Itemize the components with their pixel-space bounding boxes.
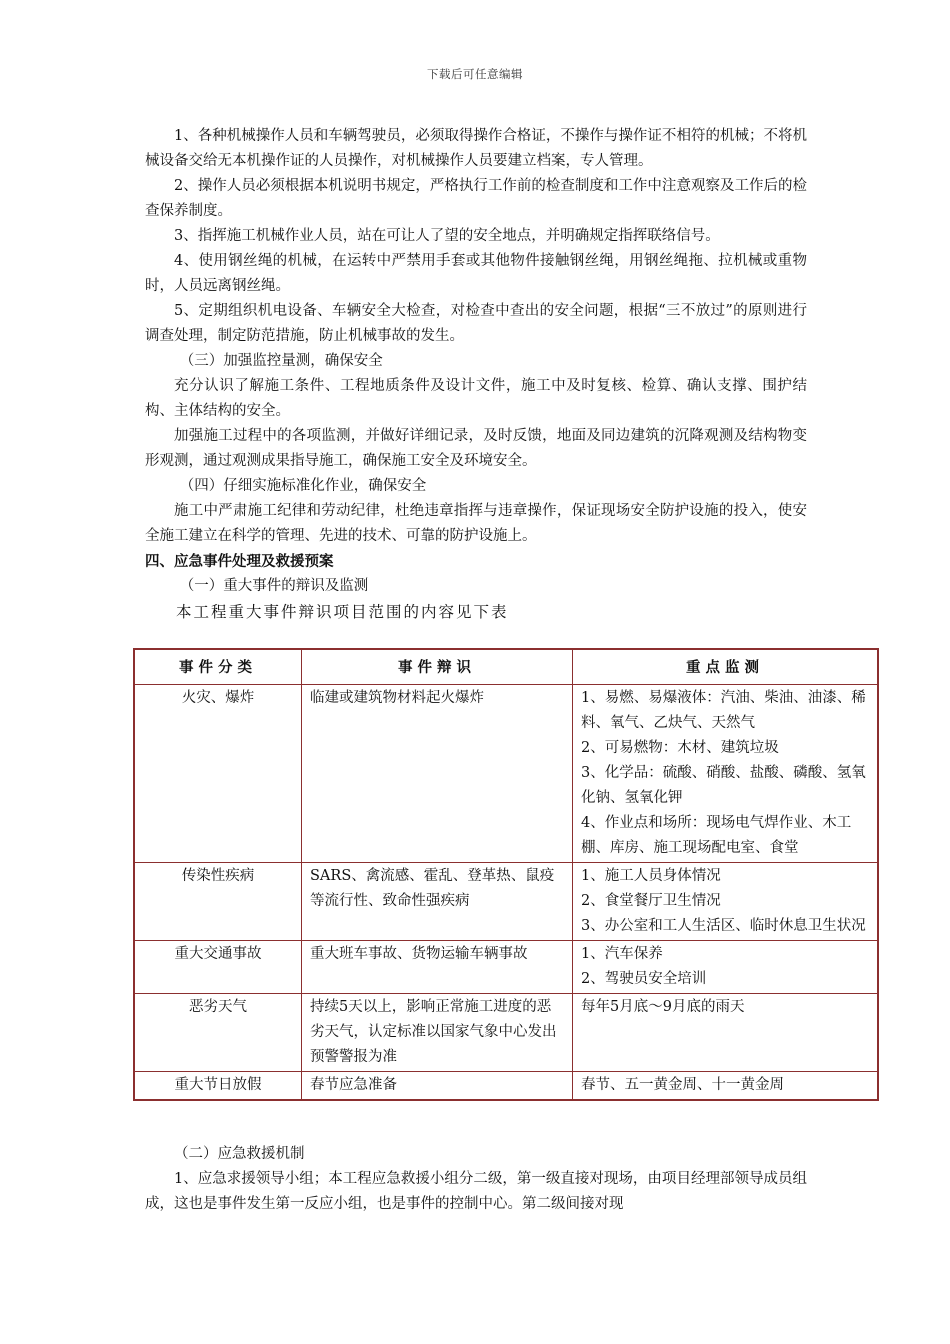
cell-identify: 临建或建筑物材料起火爆炸 bbox=[302, 685, 573, 863]
paragraph: 加强施工过程中的各项监测，并做好详细记录，及时反馈，地面及同边建筑的沉降观测及结构物变形观测，通过观测成果指导施工，确保施工安全及环境安全。 bbox=[145, 428, 807, 469]
header-category: 事件分类 bbox=[134, 649, 302, 685]
paragraph: 施工中严肃施工纪律和劳动纪律，杜绝违章指挥与违章操作，保证现场安全防护设施的投入，使安全施工建立在科学的管理、先进的技术、可靠的防护设施上。 bbox=[145, 503, 807, 544]
cell-identify: 春节应急准备 bbox=[302, 1072, 573, 1101]
cell-identify: SARS、禽流感、霍乱、登革热、鼠疫等流行性、致命性强疾病 bbox=[302, 863, 573, 941]
paragraph: 5、定期组织机电设备、车辆安全大检查，对检查中查出的安全问题，根据“三不放过”的原则进行调查处理，制定防范措施，防止机械事故的发生。 bbox=[145, 303, 807, 344]
page-header: 下载后可任意编辑 bbox=[427, 67, 523, 81]
cell-monitor: 1、施工人员身体情况 2、食堂餐厅卫生情况 3、办公室和工人生活区、临时休息卫生状况 bbox=[573, 863, 879, 941]
table-row bbox=[134, 863, 878, 941]
document-body bbox=[145, 124, 807, 625]
table-row bbox=[134, 941, 878, 994]
cell-category: 重大节日放假 bbox=[134, 1072, 302, 1101]
paragraph: 充分认识了解施工条件、工程地质条件及设计文件，施工中及时复核、检算、确认支撑、围护结构、主体结构的安全。 bbox=[145, 378, 807, 419]
table-header-row bbox=[134, 649, 878, 685]
table-row bbox=[134, 1072, 878, 1101]
subheading: （三）加强监控量测，确保安全 bbox=[179, 353, 383, 369]
cell-monitor: 每年5月底～9月底的雨天 bbox=[573, 994, 879, 1072]
section-heading: 四、应急事件处理及救援预案 bbox=[145, 553, 334, 570]
table-row bbox=[134, 685, 878, 863]
cell-monitor: 春节、五一黄金周、十一黄金周 bbox=[573, 1072, 879, 1101]
paragraph: 2、操作人员必须根据本机说明书规定，严格执行工作前的检查制度和工作中注意观察及工作后的检查保养制度。 bbox=[145, 178, 807, 219]
paragraph: 3、指挥施工机械作业人员，站在可让人了望的安全地点，并明确规定指挥联络信号。 bbox=[174, 228, 720, 244]
cell-identify: 持续5天以上，影响正常施工进度的恶劣天气，认定标准以国家气象中心发出预警警报为准 bbox=[302, 994, 573, 1072]
paragraph: 1、各种机械操作人员和车辆驾驶员，必须取得操作合格证，不操作与操作证不相符的机械；不将机械设备交给无本机操作证的人员操作，对机械操作人员要建立档案，专人管理。 bbox=[145, 128, 807, 169]
table-row bbox=[134, 994, 878, 1072]
cell-identify: 重大班车事故、货物运输车辆事故 bbox=[302, 941, 573, 994]
paragraph: 1、应急求援领导小组；本工程应急救援小组分二级，第一级直接对现场，由项目经理部领导成员组成，这也是事件发生第一反应小组，也是事件的控制中心。第二级间接对现 bbox=[145, 1171, 807, 1212]
header-identify: 事件辩识 bbox=[302, 649, 573, 685]
document-tail bbox=[145, 1142, 807, 1217]
cell-category: 重大交通事故 bbox=[134, 941, 302, 994]
cell-monitor: 1、易燃、易爆液体：汽油、柴油、油漆、稀料、氧气、乙炔气、天然气 2、可易燃物：木材、建筑垃圾 3、化学品：硫酸、硝酸、盐酸、磷酸、氢氧化钠、氢氧化钾 4、作业点和场所：现场电气焊作业、木工棚、库房、施工现场配电室、食堂 bbox=[573, 685, 879, 863]
table-caption: 本工程重大事件辩识项目范围的内容见下表 bbox=[176, 603, 509, 621]
cell-category: 传染性疾病 bbox=[134, 863, 302, 941]
event-table bbox=[133, 648, 879, 1101]
cell-monitor: 1、汽车保养 2、驾驶员安全培训 bbox=[573, 941, 879, 994]
cell-category: 恶劣天气 bbox=[134, 994, 302, 1072]
subheading: （一）重大事件的辩识及监测 bbox=[179, 578, 369, 594]
paragraph: 4、使用钢丝绳的机械，在运转中严禁用手套或其他物件接触钢丝绳，用钢丝绳拖、拉机械或重物时，人员远离钢丝绳。 bbox=[145, 253, 807, 294]
cell-category: 火灾、爆炸 bbox=[134, 685, 302, 863]
subheading: （四）仔细实施标准化作业，确保安全 bbox=[179, 478, 427, 494]
header-monitor: 重点监测 bbox=[573, 649, 879, 685]
subheading: （二）应急救援机制 bbox=[174, 1146, 305, 1162]
